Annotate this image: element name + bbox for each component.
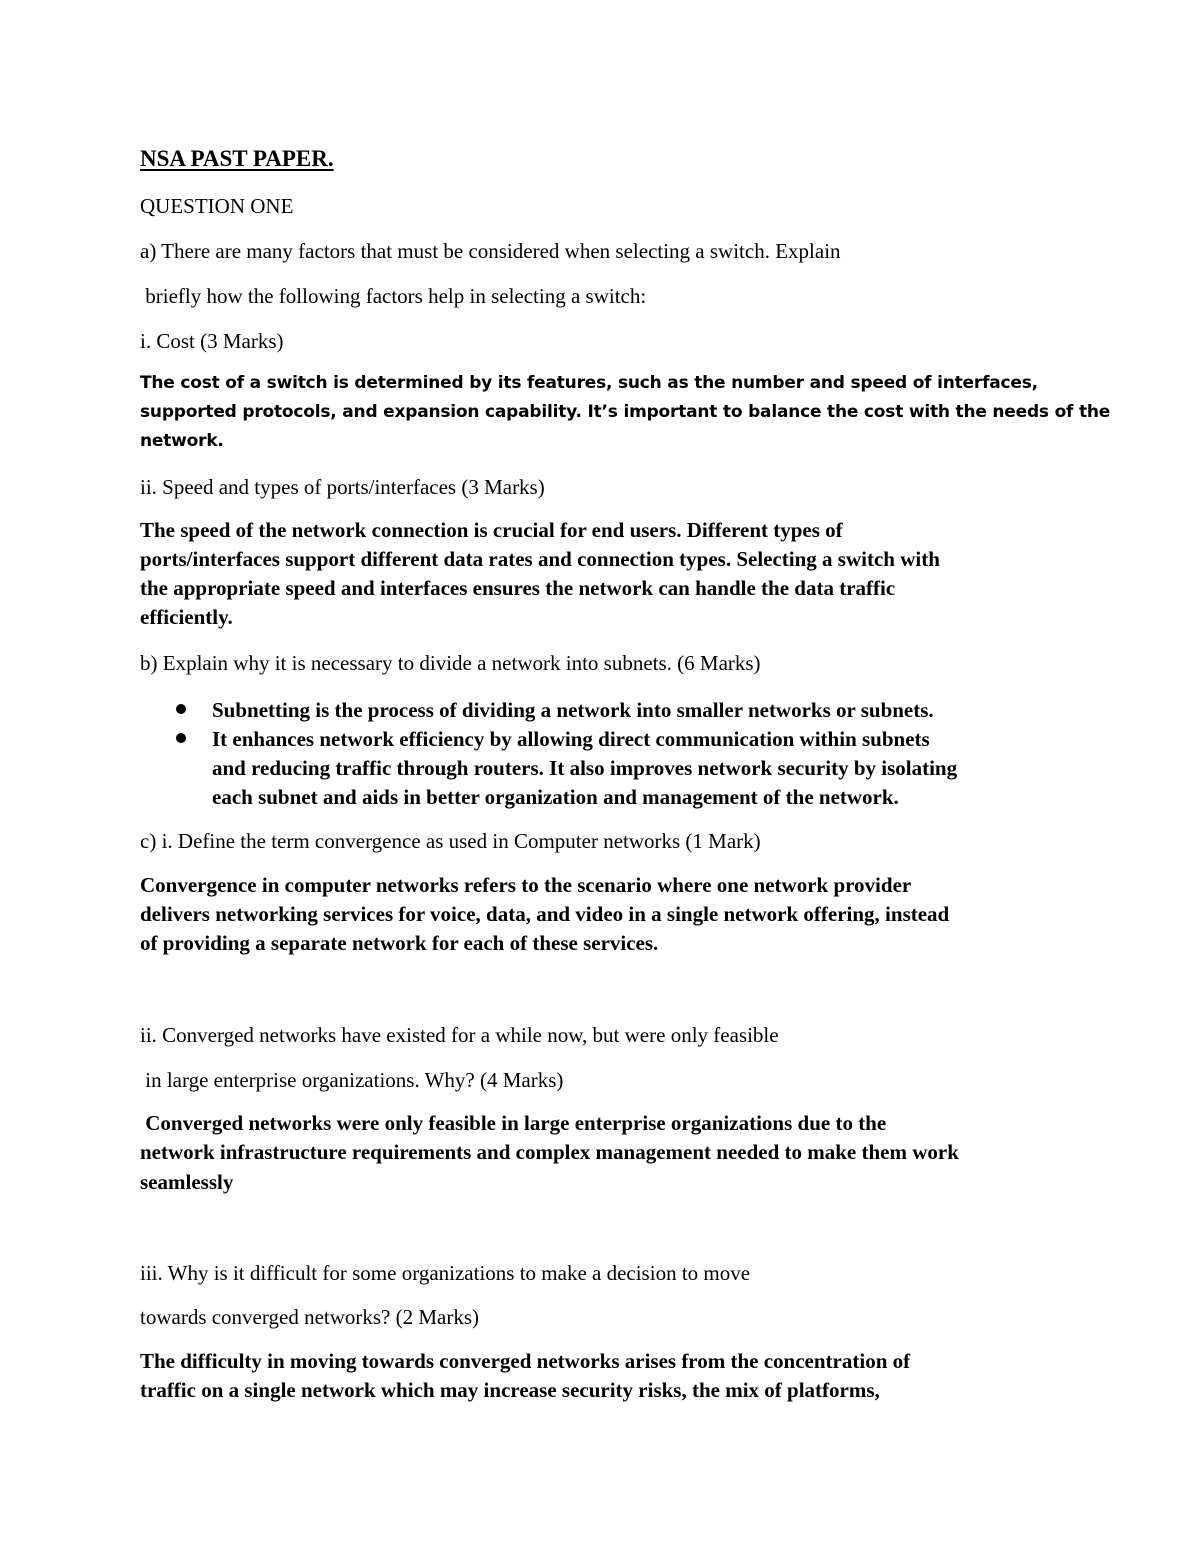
question-c-ii-cont: in large enterprise organizations. Why? (4 Marks) <box>140 1068 564 1092</box>
answer-difficulty-line: traffic on a single network which may increase security risks, the mix of platforms, <box>140 1378 880 1402</box>
question-a-text-cont: briefly how the following factors help in selecting a switch: <box>140 284 647 308</box>
bullet-text: It enhances network efficiency by allowing direct communication within subnets <box>212 727 930 751</box>
answer-speed-line: ports/interfaces support different data rates and connection types. Selecting a switch with <box>140 547 940 571</box>
answer-speed-line: The speed of the network connection is crucial for end users. Different types of <box>140 518 843 542</box>
subnet-bullet-list <box>172 696 957 812</box>
bullet-icon <box>176 704 186 714</box>
question-c-i: c) i. Define the term convergence as used in Computer networks (1 Mark) <box>140 829 761 853</box>
answer-speed-line: the appropriate speed and interfaces ensures the network can handle the data traffic <box>140 576 896 600</box>
bullet-icon <box>176 733 186 743</box>
answer-convergence-line: of providing a separate network for each of these services. <box>140 931 659 955</box>
answer-cost-line: The cost of a switch is determined by its features, such as the number and speed of interfaces, <box>140 373 1038 393</box>
answer-converged-line: Converged networks were only feasible in large enterprise organizations due to the <box>140 1111 887 1135</box>
answer-difficulty-line: The difficulty in moving towards converged networks arises from the concentration of <box>140 1349 911 1373</box>
question-c-iii: iii. Why is it difficult for some organizations to make a decision to move <box>140 1261 751 1285</box>
answer-cost-line: network. <box>140 431 224 451</box>
answer-convergence-line: Convergence in computer networks refers to the scenario where one network provider <box>140 873 912 897</box>
answer-cost-line: supported protocols, and expansion capability. It’s important to balance the cost with the needs of the <box>140 402 1111 422</box>
list-item <box>172 696 957 725</box>
answer-convergence-line: delivers networking services for voice, data, and video in a single network offering, instead <box>140 902 950 926</box>
answer-converged-line: network infrastructure requirements and complex management needed to make them work <box>140 1140 959 1164</box>
question-b: b) Explain why it is necessary to divide a network into subnets. (6 Marks) <box>140 651 761 675</box>
question-a-ii: ii. Speed and types of ports/interfaces (3 Marks) <box>140 475 545 499</box>
bullet-text: Subnetting is the process of dividing a network into smaller networks or subnets. <box>212 698 934 722</box>
list-item <box>172 725 957 812</box>
answer-converged-line: seamlessly <box>140 1170 234 1194</box>
answer-speed-line: efficiently. <box>140 605 233 629</box>
question-c-iii-cont: towards converged networks? (2 Marks) <box>140 1305 480 1329</box>
bullet-text: and reducing traffic through routers. It also improves network security by isolating <box>212 756 958 780</box>
question-c-ii: ii. Converged networks have existed for a while now, but were only feasible <box>140 1023 779 1047</box>
bullet-text: each subnet and aids in better organization and management of the network. <box>212 785 899 809</box>
question-heading: QUESTION ONE <box>140 194 294 218</box>
question-a-i: i. Cost (3 Marks) <box>140 329 284 353</box>
question-a-text: a) There are many factors that must be considered when selecting a switch. Explain <box>140 239 841 263</box>
page-title: NSA PAST PAPER. <box>140 146 334 171</box>
